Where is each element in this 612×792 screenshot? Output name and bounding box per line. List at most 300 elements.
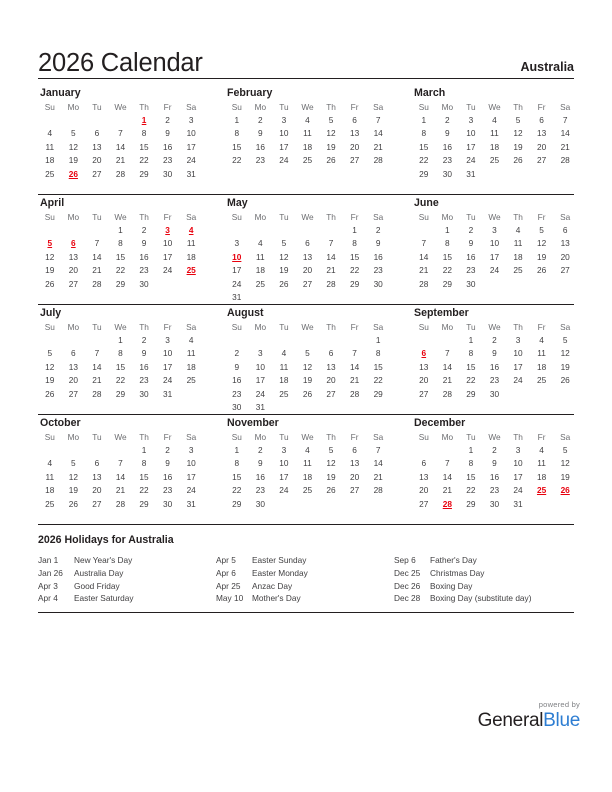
day-cell: 18 [302,471,313,482]
day-cell: 27 [560,265,570,276]
day-cell-empty [553,498,577,511]
week-row [225,264,390,277]
day-cell: 2 [141,225,147,235]
day-cell-empty [179,278,203,291]
weekday-tu: Tu [466,322,476,332]
day-cell-empty [85,114,109,127]
day-cell: 4 [258,238,263,249]
day-cell: 29 [115,388,126,399]
holiday-list-item [216,554,394,567]
day-cell: 7 [94,348,100,359]
weekday-tu: Tu [279,102,289,112]
weekday-mo: Mo [441,322,454,332]
generalblue-logo [460,700,580,732]
day-cell: 5 [328,445,334,455]
day-cell: 6 [94,458,100,469]
week-row [225,141,390,154]
day-cell: 23 [255,485,265,496]
day-cell: 1 [421,115,427,125]
day-cell: 28 [92,388,102,399]
day-cell: 4 [539,445,544,455]
week-row [225,347,390,360]
week-row [225,471,390,484]
day-cell: 20 [536,141,547,152]
day-cell: 1 [118,225,123,235]
weekday-su: Su [231,432,242,442]
day-cell: 13 [68,251,78,262]
day-cell: 12 [302,361,313,372]
holiday-list-item [38,554,216,567]
country-label: Australia [520,59,574,74]
holiday-list-item [394,567,572,580]
page-header [38,34,574,76]
day-cell: 8 [445,238,450,249]
month-name: October [40,417,81,429]
month-table [38,321,203,401]
day-cell: 22 [442,265,452,276]
day-cell-empty [179,388,203,401]
day-cell: 23 [489,375,500,386]
day-cell: 14 [373,128,383,139]
weekday-mo: Mo [254,432,267,442]
weekday-su: Su [418,212,429,222]
week-row [412,457,577,470]
month-block-september [412,306,577,416]
day-cell: 12 [560,348,570,359]
week-row [38,114,203,127]
day-cell: 10 [513,348,523,359]
day-cell: 21 [373,141,383,152]
month-table [38,431,203,511]
day-cell: 3 [281,115,287,125]
month-block-june [412,196,577,306]
month-row [38,416,574,526]
week-row [412,237,577,250]
month-block-december [412,416,577,526]
day-cell: 20 [92,155,102,166]
week-row [38,374,203,387]
week-row [225,278,390,291]
powered-by-label: powered by [538,700,580,709]
holiday-name: Anzac Day [252,580,293,591]
weekday-fr: Fr [350,102,359,112]
day-cell: 30 [442,168,452,179]
day-cell-empty [225,334,249,347]
weekday-sa: Sa [560,212,571,222]
day-cell: 12 [68,141,78,152]
month-name: September [414,307,469,319]
day-cell: 31 [162,388,173,399]
day-cell: 8 [141,128,147,139]
day-cell-empty [38,444,62,457]
day-cell: 10 [186,128,196,139]
day-cell: 28 [92,278,102,289]
holiday-date: Jan 26 [38,567,63,578]
day-cell: 15 [419,141,429,152]
weekday-th: Th [139,432,149,442]
day-cell: 12 [513,128,523,139]
month-name: January [40,87,81,99]
day-cell-holiday: 5 [47,238,53,249]
day-cell: 27 [419,498,429,509]
day-cell-empty [343,291,367,304]
day-cell: 11 [490,128,499,139]
day-cell: 1 [234,445,240,455]
day-cell: 18 [536,471,547,482]
day-cell: 16 [139,251,149,262]
day-cell: 4 [539,335,544,345]
day-cell: 14 [92,361,102,372]
week-row [225,251,390,264]
weekday-fr: Fr [537,322,546,332]
day-cell: 3 [468,115,474,125]
day-cell: 7 [421,238,427,249]
brand-wordmark [460,710,580,732]
day-cell: 18 [45,155,55,166]
day-cell-empty [272,224,296,237]
day-cell: 4 [47,128,53,139]
week-row [225,237,390,250]
day-cell: 8 [141,458,147,469]
holiday-date: Jan 1 [38,555,59,565]
day-cell: 18 [186,251,196,262]
month-table [412,211,577,291]
day-cell: 27 [302,278,313,289]
day-cell: 26 [45,278,55,289]
day-cell: 23 [162,155,173,166]
month-name: December [414,417,466,429]
day-cell: 23 [232,388,242,399]
month-block-july [38,306,203,416]
day-cell: 29 [139,498,149,509]
day-cell: 25 [279,388,289,399]
day-cell: 10 [279,458,289,469]
weekday-th: Th [139,102,149,112]
day-cell: 24 [279,155,289,166]
day-cell-empty [62,114,86,127]
day-cell: 16 [162,471,173,482]
weekday-header-row [225,431,390,444]
week-row [38,471,203,484]
holiday-date: Dec 28 [394,593,421,604]
day-cell-empty [483,168,507,181]
day-cell: 10 [279,128,289,139]
month-block-august [225,306,390,416]
day-cell-empty [296,498,320,511]
day-cell: 13 [560,238,570,249]
day-cell: 15 [139,141,149,152]
weekday-mo: Mo [67,212,80,222]
week-row [412,498,577,511]
day-cell: 10 [513,458,523,469]
day-cell-empty [272,334,296,347]
day-cell: 12 [536,238,547,249]
day-cell: 31 [232,292,242,303]
day-cell: 19 [45,265,55,276]
day-cell: 9 [492,348,497,359]
weekday-mo: Mo [67,432,80,442]
weekday-su: Su [231,102,242,112]
weekday-mo: Mo [67,102,80,112]
day-cell: 17 [162,361,173,372]
holiday-list-item [216,567,394,580]
month-name: June [414,197,439,209]
day-cell: 15 [466,361,476,372]
week-row [412,251,577,264]
day-cell: 4 [492,115,497,125]
holidays-section [38,534,574,605]
day-cell: 6 [352,445,357,455]
day-cell: 29 [419,168,429,179]
weekday-we: We [488,102,501,112]
day-cell: 13 [92,141,102,152]
weekday-we: We [488,322,501,332]
week-row [38,334,203,347]
weekday-tu: Tu [279,432,289,442]
day-cell-empty [319,401,343,414]
day-cell: 31 [255,402,265,413]
day-cell: 24 [466,155,476,166]
day-cell: 5 [281,238,287,249]
day-cell: 22 [139,155,149,166]
day-cell: 3 [188,445,194,455]
day-cell: 16 [255,141,265,152]
day-cell: 4 [188,335,194,345]
day-cell: 21 [92,265,102,276]
day-cell: 28 [373,155,383,166]
month-table [225,101,390,168]
week-row [38,498,203,511]
weekday-th: Th [513,322,523,332]
month-table [225,321,390,414]
day-cell: 15 [232,471,242,482]
month-name: November [227,417,279,429]
week-row [412,168,577,181]
day-cell: 21 [92,375,102,386]
day-cell-empty [319,498,343,511]
day-cell: 13 [68,361,78,372]
day-cell-holiday: 28 [442,498,452,509]
day-cell: 14 [115,471,126,482]
day-cell: 31 [466,168,476,179]
weekday-header-row [38,321,203,334]
weekday-header-row [225,321,390,334]
day-cell: 10 [489,238,500,249]
day-cell-holiday: 26 [68,168,78,179]
weekday-su: Su [44,432,55,442]
holiday-date: Dec 26 [394,580,421,591]
day-cell: 30 [373,278,383,289]
weekday-fr: Fr [163,212,172,222]
day-cell: 25 [186,375,196,386]
weekday-we: We [301,322,314,332]
day-cell: 12 [326,458,336,469]
weekday-sa: Sa [373,212,384,222]
day-cell: 11 [256,251,265,262]
day-cell: 3 [258,348,263,359]
holiday-column [38,554,216,605]
day-cell: 24 [186,155,196,166]
day-cell: 16 [255,471,265,482]
week-row [412,334,577,347]
day-cell: 21 [560,141,570,152]
divider-row-3 [38,414,574,415]
month-block-october [38,416,203,526]
day-cell: 6 [328,348,334,359]
holiday-list-item [216,580,394,593]
week-row [38,347,203,360]
weekday-we: We [114,322,127,332]
day-cell: 8 [468,458,474,469]
month-name: May [227,197,248,209]
month-name: April [40,197,65,209]
day-cell-empty [366,401,390,414]
day-cell: 21 [442,485,452,496]
day-cell: 18 [255,265,265,276]
day-cell-empty [366,291,390,304]
day-cell: 2 [234,348,240,359]
day-cell-empty [553,168,577,181]
holiday-name: Easter Sunday [252,555,307,565]
month-row [38,196,574,306]
day-cell-empty [506,388,530,401]
day-cell: 22 [466,375,476,386]
day-cell: 2 [165,445,170,455]
day-cell: 23 [255,155,265,166]
day-cell: 20 [326,375,336,386]
day-cell-empty [272,498,296,511]
day-cell: 21 [349,375,360,386]
day-cell: 12 [68,471,78,482]
holiday-name: Christmas Day [430,567,485,578]
day-cell: 8 [234,128,240,139]
week-row [225,114,390,127]
week-row [38,251,203,264]
day-cell: 9 [492,458,497,469]
day-cell: 17 [466,141,476,152]
day-cell: 24 [279,485,289,496]
day-cell: 19 [45,375,55,386]
page-title: 2026 Calendar [38,48,203,77]
day-cell: 1 [468,335,474,345]
weekday-sa: Sa [560,102,571,112]
day-cell: 15 [115,361,126,372]
week-row [225,224,390,237]
day-cell: 2 [492,335,497,345]
holiday-column [394,554,572,605]
week-row [38,168,203,181]
day-cell: 9 [165,458,170,469]
day-cell: 19 [536,251,547,262]
week-row [38,237,203,250]
day-cell: 21 [419,265,429,276]
day-cell: 27 [419,388,429,399]
day-cell: 23 [139,265,149,276]
day-cell: 20 [68,265,78,276]
holiday-name: Easter Saturday [74,593,134,604]
day-cell: 30 [466,278,476,289]
divider-row-4 [38,524,574,525]
day-cell-empty [343,498,367,511]
day-cell: 15 [115,251,126,262]
day-cell: 22 [139,485,149,496]
day-cell: 25 [45,498,55,509]
weekday-fr: Fr [163,322,172,332]
weekday-mo: Mo [254,102,267,112]
holiday-name: Mother's Day [252,593,301,604]
weekday-sa: Sa [373,322,384,332]
day-cell: 1 [234,115,240,125]
day-cell: 9 [141,348,147,359]
weekday-tu: Tu [92,322,102,332]
day-cell: 16 [232,375,242,386]
day-cell: 28 [560,155,570,166]
weekday-th: Th [139,212,149,222]
day-cell: 5 [562,445,568,455]
week-row [412,388,577,401]
day-cell: 9 [234,361,240,372]
day-cell-empty [296,224,320,237]
day-cell: 9 [258,128,263,139]
day-cell: 9 [445,128,450,139]
day-cell: 8 [234,458,240,469]
day-cell: 19 [302,375,313,386]
weekday-we: We [114,432,127,442]
holiday-list-item [38,592,216,605]
day-cell: 25 [255,278,265,289]
day-cell-empty [436,334,460,347]
week-row [225,484,390,497]
week-row [412,114,577,127]
day-cell: 8 [352,238,357,249]
month-table [38,211,203,291]
day-cell: 20 [419,485,429,496]
day-cell: 24 [162,375,173,386]
day-cell: 25 [45,168,55,179]
day-cell: 21 [326,265,336,276]
week-row [225,401,390,414]
holiday-date: May 10 [216,593,244,604]
day-cell-holiday: 4 [188,225,194,235]
month-block-february [225,86,390,196]
day-cell-empty [249,291,273,304]
day-cell: 2 [492,445,497,455]
week-row [225,498,390,511]
weekday-su: Su [44,212,55,222]
day-cell: 29 [232,498,242,509]
day-cell: 5 [47,348,53,359]
day-cell: 1 [375,335,381,345]
day-cell: 17 [186,141,196,152]
weekday-mo: Mo [441,432,454,442]
day-cell: 21 [442,375,452,386]
day-cell: 20 [560,251,570,262]
day-cell: 11 [186,348,196,359]
holiday-name: Father's Day [430,555,477,565]
holiday-name: Easter Monday [252,567,308,578]
weekday-we: We [301,432,314,442]
holiday-name: Australia Day [74,567,124,578]
day-cell: 1 [352,225,357,235]
weekday-header-row [412,101,577,114]
day-cell: 23 [162,485,173,496]
weekday-fr: Fr [350,212,359,222]
day-cell: 9 [165,128,170,139]
day-cell: 13 [302,251,313,262]
month-name: March [414,87,446,99]
weekday-mo: Mo [441,102,454,112]
day-cell: 31 [186,168,196,179]
